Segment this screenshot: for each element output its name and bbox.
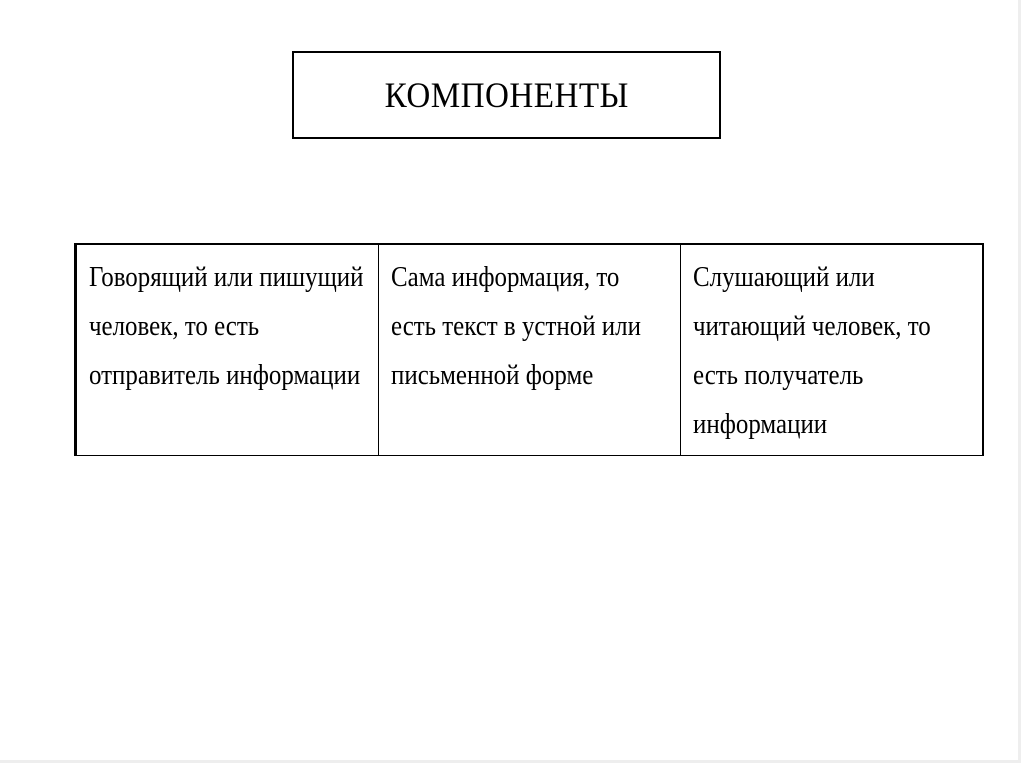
components-table (74, 243, 984, 456)
table-cell-receiver (681, 244, 983, 456)
table-row (76, 244, 983, 456)
title-box (292, 51, 721, 139)
cell-text-receiver: Слушающий или читающий человек, то есть получатель информации (693, 261, 931, 440)
cell-text-sender: Говорящий или пишущий человек, то есть отправитель информации (89, 261, 364, 391)
table-cell-information (379, 244, 681, 456)
table-cell-sender (76, 244, 379, 456)
slide-title: КОМПОНЕНТЫ (384, 75, 629, 115)
cell-text-information: Сама информация, то есть текст в устной или письменной форме (391, 261, 641, 391)
